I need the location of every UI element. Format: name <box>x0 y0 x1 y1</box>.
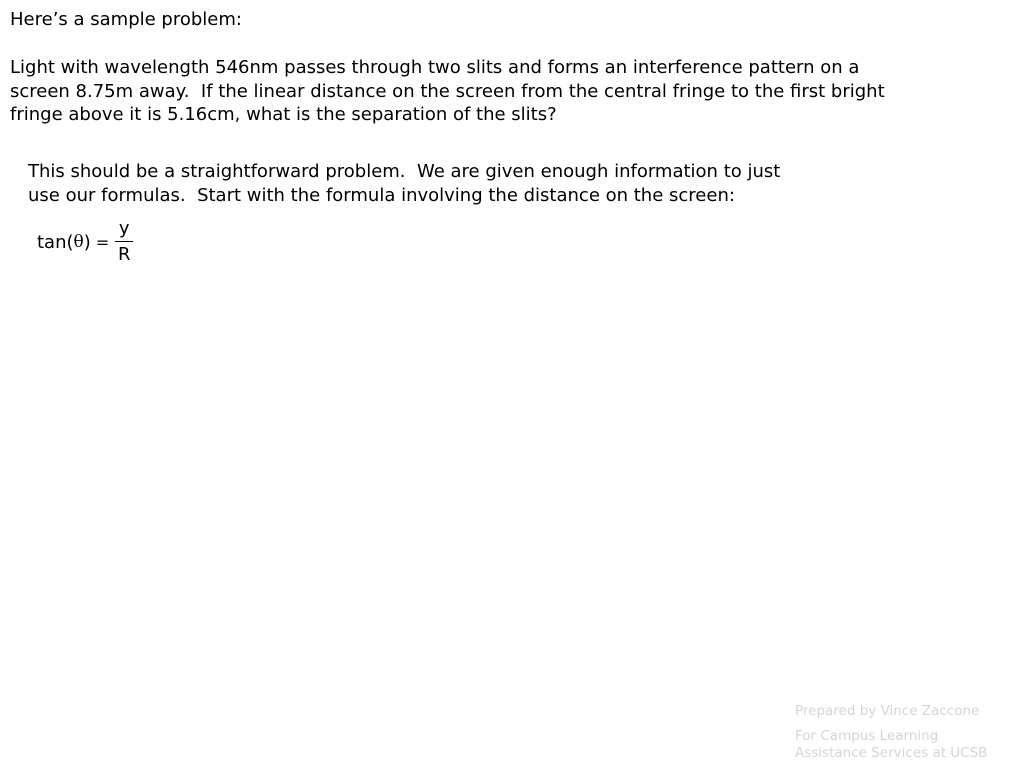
for-campus-line-2: Assistance Services at UCSB <box>795 745 988 761</box>
formula-fraction <box>115 219 133 266</box>
tangent-formula <box>37 216 133 268</box>
problem-line: screen 8.75m away. If the linear distance on the screen from the central fringe to the first bright <box>10 80 885 102</box>
solution-line: use our formulas. Start with the formula involving the distance on the screen: <box>28 184 735 206</box>
credits-footer <box>795 703 1020 762</box>
formula-theta: θ <box>73 232 84 252</box>
fraction-numerator: y <box>118 217 130 239</box>
prepared-by-text: Prepared by Vince Zaccone <box>795 703 980 719</box>
intro-heading: Here’s a sample problem: <box>10 9 242 30</box>
for-campus-line-1: For Campus Learning <box>795 728 939 744</box>
problem-line: fringe above it is 5.16cm, what is the separation of the slits? <box>10 104 557 125</box>
formula-equals: = <box>95 232 110 252</box>
formula-lhs-prefix: tan( <box>37 231 74 253</box>
solution-explanation <box>28 160 928 207</box>
fraction-denominator: R <box>117 244 131 266</box>
formula-lhs-suffix: ) <box>83 231 91 253</box>
problem-line: Light with wavelength 546nm passes through two slits and forms an interference pattern on a <box>10 57 860 78</box>
problem-statement <box>10 56 1010 127</box>
solution-line: This should be a straightforward problem. We are given enough information to just <box>28 161 781 182</box>
